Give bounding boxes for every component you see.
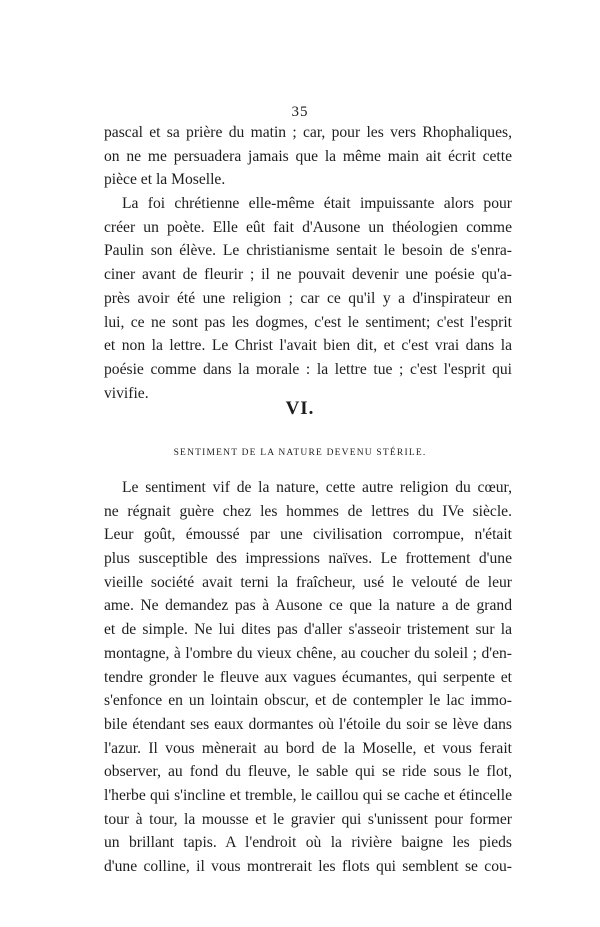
- text-line: et de simple. Ne lui dites pas d'aller s'asseoir tristement sur la: [104, 621, 512, 639]
- text-line: vieille société avait terni la fraîcheur, usé le velouté de leur: [104, 573, 512, 591]
- text-line: créer un poète. Elle eût fait d'Ausone un théologien comme: [104, 218, 512, 236]
- text-line: pascal et sa prière du matin ; car, pour les vers Rhophaliques,: [104, 124, 512, 141]
- text-line: vivifie.: [104, 384, 149, 402]
- text-line: observer, au fond du fleuve, le sable qui se ride sous le flot,: [104, 763, 512, 781]
- text-line: Le sentiment vif de la nature, cette autre religion du cœur,: [122, 479, 512, 496]
- text-line: tendre gronder le fleuve aux vagues écumantes, qui serpente et: [104, 668, 512, 686]
- section-number: VI.: [285, 398, 315, 419]
- text-line: on ne me persuadera jamais que la même main ait écrit cette: [104, 147, 512, 165]
- text-line: plus susceptible des impressions naïves. Le frottement d'une: [104, 550, 512, 568]
- page-number: 35: [291, 104, 309, 120]
- paragraph-block-2: [104, 476, 512, 879]
- text-line: un brillant tapis. A l'endroit où la rivière baigne les pieds: [104, 834, 512, 852]
- text-line: tour à tour, la mousse et le gravier qui s'unissent pour former: [104, 810, 512, 828]
- text-line: l'azur. Il vous mènerait au bord de la Moselle, et vous ferait: [104, 739, 512, 757]
- text-line: La foi chrétienne elle-même était impuissante alors pour: [122, 195, 512, 213]
- text-line: pièce et la Moselle.: [104, 171, 226, 189]
- text-line: Paulin son élève. Le christianisme sentait le besoin de s'enra-: [104, 242, 512, 260]
- text-line: lui, ce ne sont pas les dogmes, c'est le sentiment; c'est l'esprit: [104, 313, 512, 331]
- text-line: ne régnait guère chez les hommes de lettres du IVe siècle.: [104, 502, 512, 520]
- text-line: poésie comme dans la morale : la lettre tue ; c'est l'esprit qui: [104, 360, 512, 378]
- text-line: montagne, à l'ombre du vieux chêne, au coucher du soleil ; d'en-: [104, 644, 512, 662]
- text-line: et non la lettre. Le Christ l'avait bien dit, et c'est vrai dans la: [104, 337, 512, 355]
- text-line: ciner avant de fleurir ; il ne pouvait devenir une poésie qu'a-: [104, 266, 512, 284]
- text-line: s'enfonce en un lointain obscur, et de contempler le lac immo-: [104, 692, 512, 710]
- section-title: SENTIMENT DE LA NATURE DEVENU STÉRILE.: [173, 448, 427, 458]
- paragraph-block-1: [104, 121, 512, 405]
- text-line: l'herbe qui s'incline et tremble, le caillou qui se cache et étincelle: [104, 786, 512, 804]
- text-line: ame. Ne demandez pas à Ausone ce que la nature a de grand: [104, 597, 512, 615]
- text-line: bile étendant ses eaux dormantes où l'étoile du soir se lève dans: [104, 715, 512, 733]
- text-line: Leur goût, émoussé par une civilisation corrompue, n'était: [104, 526, 512, 544]
- text-line: près avoir été une religion ; car ce qu'il y a d'inspirateur en: [104, 289, 512, 307]
- text-line: d'une colline, il vous montrerait les flots qui semblent se cou-: [104, 858, 512, 875]
